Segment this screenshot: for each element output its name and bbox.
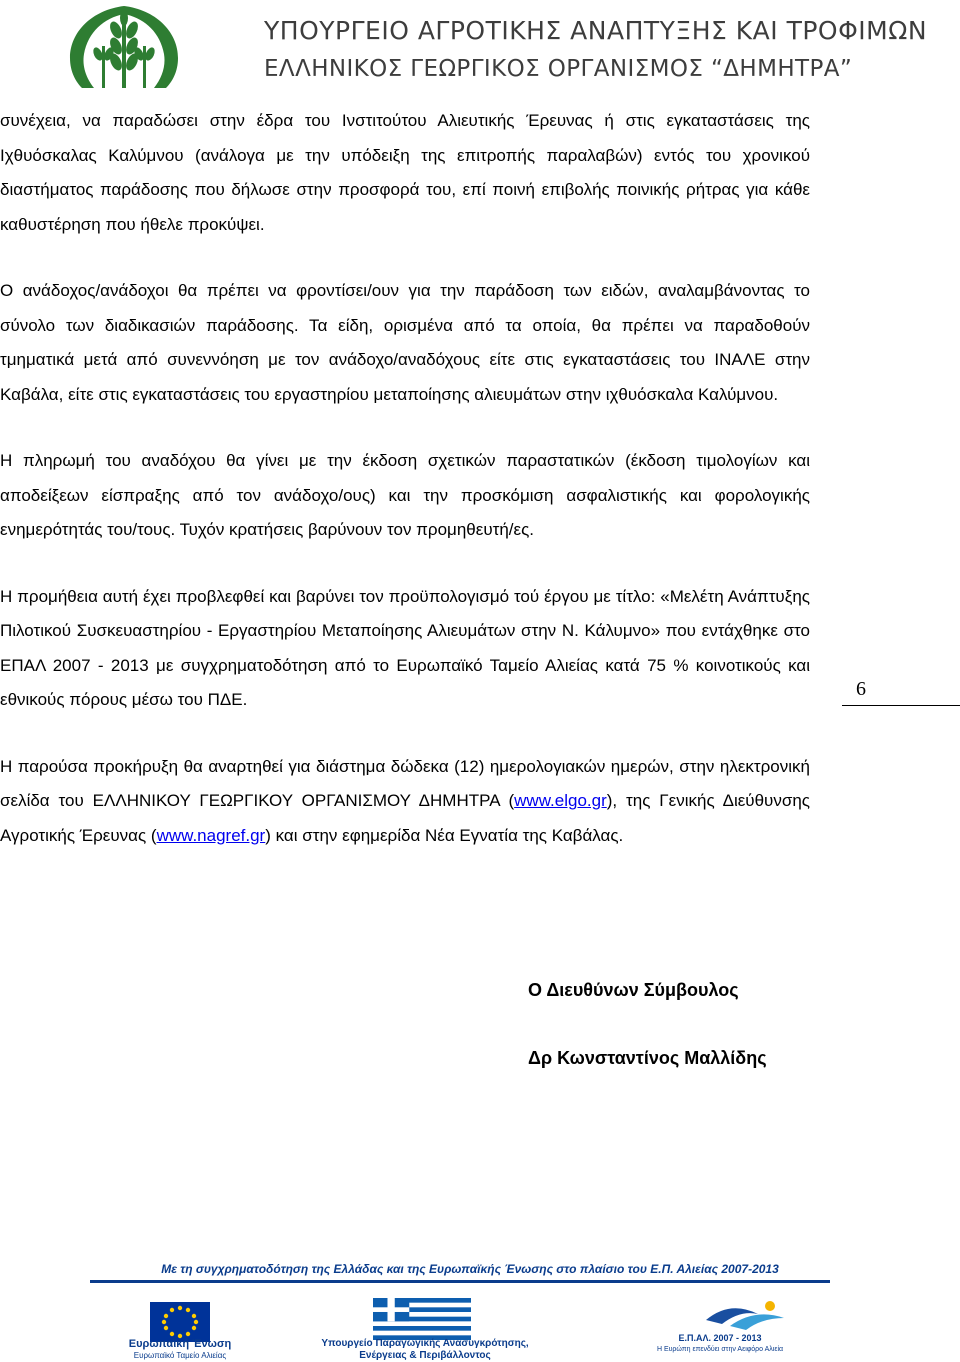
footer-divider <box>90 1280 830 1283</box>
paragraph-text: Η προμήθεια αυτή έχει προβλεφθεί και βαρύνει τον προϋπολογισμό τού έργου με τίτλο: «Μελέτη Ανάπτυξης Πιλοτικού Συσκευαστηρίου - Εργαστηρίου Μεταποίησης Αλιευμάτων στην Ν. Κάλυμνο» που εντάχθηκε στο ΕΠΑΛ 2007 - 2013 με συγχρηματοδότηση από το Ευρωπαϊκό Ταμείο Αλιείας κατά 75 % κοινοτικούς και εθνικούς πόρους μέσω του ΠΔΕ. <box>0 586 810 709</box>
elgo-link[interactable]: www.elgo.gr <box>514 791 607 810</box>
ministry-name: ΥΠΟΥΡΓΕΙΟ ΑΓΡΟΤΙΚΗΣ ΑΝΑΠΤΥΞΗΣ ΚΑΙ ΤΡΟΦΙΜΩΝ <box>264 16 928 45</box>
paragraph-payment <box>0 444 810 548</box>
greek-flag-icon <box>373 1298 471 1340</box>
cofunding-banner <box>90 1262 850 1290</box>
wheat-emblem-icon <box>64 2 184 88</box>
paragraph-text: συνέχεια, να παραδώσει στην έδρα του Ινστιτούτου Αλιευτικής Έρευνας ή στις εγκαταστάσεις της Ιχθυόσκαλας Καλύμνου (ανάλογα με την υπόδειξη της επιτροπής παραλαβών) εντός του χρονικού διαστήματος παράδοσης που δήλωσε στην προσφορά του, επί ποινή επιβολής ποινικής ρήτρας για κάθε καθυστέρηση που ήθελε προκύψει. <box>0 111 810 234</box>
document-body <box>0 104 810 885</box>
nagref-link[interactable]: www.nagref.gr <box>156 825 266 845</box>
epal-label <box>640 1333 800 1355</box>
eu-sublabel: Ευρωπαϊκό Ταμείο Αλιείας <box>133 1351 227 1360</box>
cofunding-text: Με τη συγχρηματοδότηση της Ελλάδας και της Ευρωπαϊκής Ένωσης στο πλαίσιο του Ε.Π. Αλιείας 2007-2013 <box>161 1262 779 1276</box>
page-number: 6 <box>856 678 866 700</box>
letterhead <box>60 0 960 90</box>
paragraph-segment: Η παρούσα προκήρυξη θα αναρτηθεί για διάστημα δώδεκα (12) ημερολογιακών ημερών, στην ηλεκτρονική σελίδα του ΕΛΛΗΝΙΚΟΥ ΓΕΩΡΓΙΚΟΥ ΟΡΓΑΝΙΣΜΟΥ ΔΗΜΗΤΡΑ ( <box>0 756 810 810</box>
signatory-title: Ο Διευθύνων Σύμβουλος <box>528 980 739 1000</box>
paragraph-contractor <box>0 274 810 412</box>
organization-name: ΕΛΛΗΝΙΚΟΣ ΓΕΩΡΓΙΚΟΣ ΟΡΓΑΝΙΣΜΟΣ “ΔΗΜΗΤΡΑ” <box>264 56 853 82</box>
epal-logo-icon <box>700 1296 790 1338</box>
paragraph-funding <box>0 580 810 718</box>
paragraph-text <box>0 750 810 854</box>
paragraph-delivery <box>0 104 810 242</box>
epal-sublabel: Η Ευρώπη επενδύει στην Αειφόρο Αλιεία <box>656 1346 784 1353</box>
eu-label: Ευρωπαϊκή Ένωση <box>128 1338 232 1350</box>
signatory-name: Δρ Κωνσταντίνος Μαλλίδης <box>528 1048 767 1068</box>
ministry-footer-label: Υπουργείο Παραγωγικής Ανασυγκρότησης, Ενέργειας & Περιβάλλοντος <box>321 1338 529 1361</box>
paragraph-segment: ), της Γενικής Διεύθυνσης Αγροτικής Έρευνας ( <box>0 791 810 845</box>
paragraph-text: Η πληρωμή του αναδόχου θα γίνει με την έκδοση σχετικών παραστατικών (έκδοση τιμολογίων και αποδείξεων είσπραξης από τον ανάδοχο/ους) και την προσκόμιση ασφαλιστικής και φορολογικής ενημερότητάς του/τους. Τυχόν κρατήσεις βαρύνουν τον προμηθευτή/ες. <box>0 451 810 539</box>
paragraph-text: Ο ανάδοχος/ανάδοχοι θα πρέπει να φροντίσει/ουν για την παράδοση των ειδών, αναλαμβάνοντας το σύνολο των διαδικασιών παράδοσης. Τα είδη, ορισμένα από τα οποία, θα πρέπει να παραδοθούν τμηματικά μετά από συνεννόηση με τον ανάδοχο/αναδόχους είτε στις εγκαταστάσεις του ΙΝΑΛΕ στην Καβάλα, είτε στις εγκαταστάσεις του εργαστηρίου μεταποίησης αλιευμάτων στην ιχθυόσκαλα Καλύμνου. <box>0 281 810 404</box>
epal-label-text: Ε.Π.ΑΛ. 2007 - 2013 <box>678 1333 762 1343</box>
page-number-rule <box>842 705 960 706</box>
paragraph-segment: ) και στην εφημερίδα Νέα Εγνατία της Καβάλας. <box>265 825 624 845</box>
paragraph-publication <box>0 750 810 854</box>
